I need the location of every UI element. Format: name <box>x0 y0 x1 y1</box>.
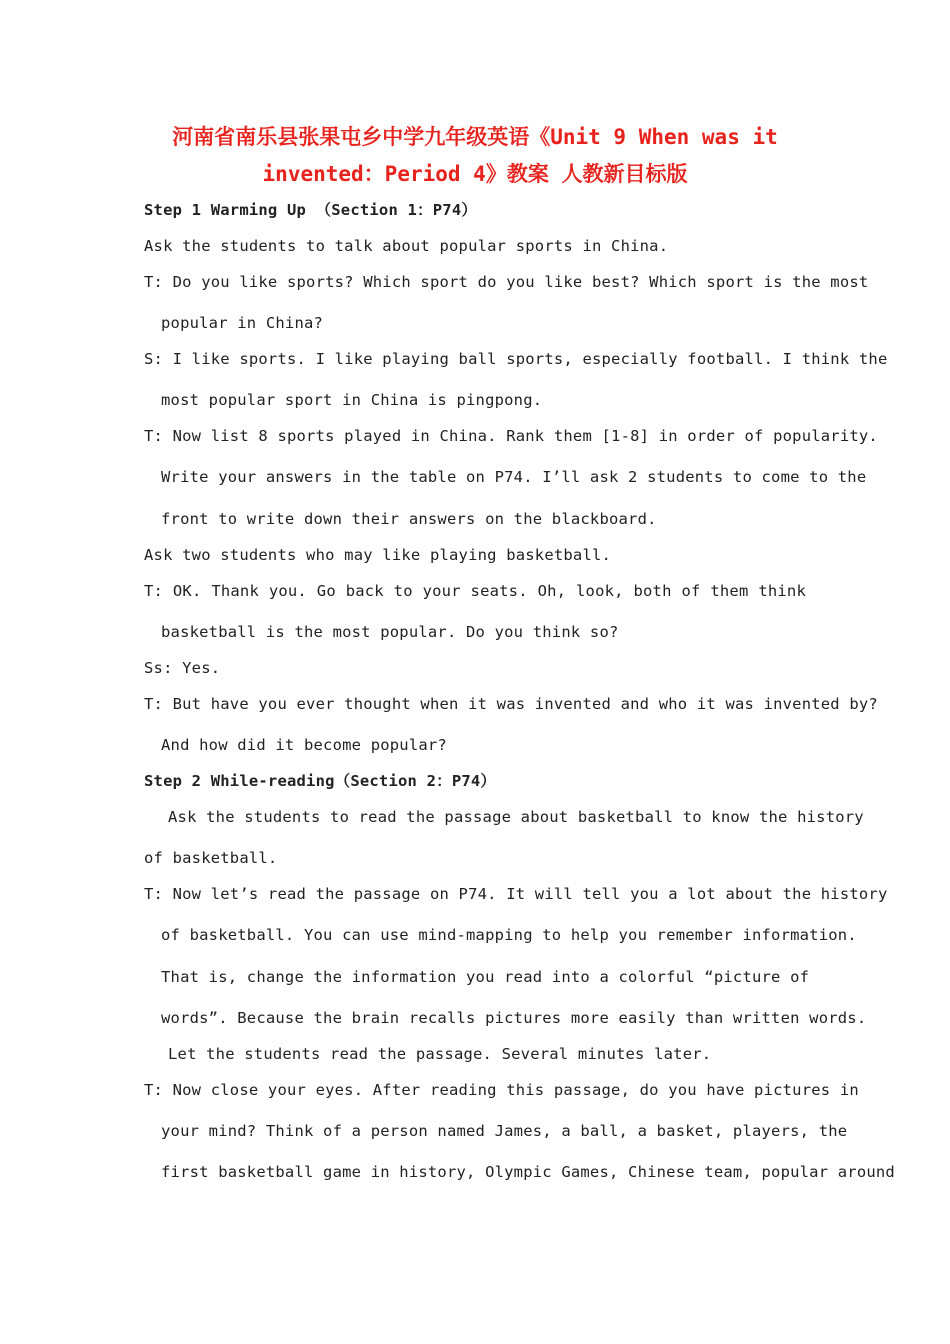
paragraph-line: That is, change the information you read into a colorful “picture of <box>161 968 810 986</box>
document-title-line-2: invented：Period 4》教案 人教新目标版 <box>262 162 688 186</box>
paragraph-line: front to write down their answers on the blackboard. <box>161 510 657 528</box>
paragraph-line: popular in China? <box>161 314 324 332</box>
paragraph-line: first basketball game in history, Olympic Games, Chinese team, popular around <box>161 1163 895 1181</box>
step-1-heading: Step 1 Warming Up （Section 1：P74） <box>144 201 478 219</box>
paragraph-line: of basketball. <box>144 849 278 867</box>
paragraph-line: your mind? Think of a person named James, a ball, a basket, players, the <box>161 1122 848 1140</box>
paragraph-line: And how did it become popular? <box>161 736 447 754</box>
paragraph-line: T: Do you like sports? Which sport do you like best? Which sport is the most <box>144 273 869 291</box>
paragraph-line: T: But have you ever thought when it was invented and who it was invented by? <box>144 695 878 713</box>
paragraph-line: Let the students read the passage. Several minutes later. <box>168 1045 712 1063</box>
paragraph-line: T: Now let’s read the passage on P74. It will tell you a lot about the history <box>144 885 888 903</box>
paragraph-line: Ask the students to read the passage about basketball to know the history <box>168 808 864 826</box>
paragraph-line: Ask two students who may like playing basketball. <box>144 546 612 564</box>
paragraph-line: Ss: Yes. <box>144 659 221 677</box>
paragraph-line: T: Now list 8 sports played in China. Rank them [1-8] in order of popularity. <box>144 427 878 445</box>
paragraph-line: basketball is the most popular. Do you think so? <box>161 623 619 641</box>
document-title-line-1: 河南省南乐县张果屯乡中学九年级英语《Unit 9 When was it <box>172 125 778 149</box>
paragraph-line: most popular sport in China is pingpong. <box>161 391 543 409</box>
step-2-heading: Step 2 While-reading（Section 2：P74） <box>144 772 497 790</box>
paragraph-line: words”. Because the brain recalls pictures more easily than written words. <box>161 1009 867 1027</box>
paragraph-line: S: I like sports. I like playing ball sports, especially football. I think the <box>144 350 888 368</box>
paragraph-line: Ask the students to talk about popular sports in China. <box>144 237 669 255</box>
paragraph-line: T: OK. Thank you. Go back to your seats. Oh, look, both of them think <box>144 582 806 600</box>
paragraph-line: Write your answers in the table on P74. I’ll ask 2 students to come to the <box>161 468 867 486</box>
paragraph-line: of basketball. You can use mind-mapping to help you remember information. <box>161 926 857 944</box>
paragraph-line: T: Now close your eyes. After reading this passage, do you have pictures in <box>144 1081 859 1099</box>
